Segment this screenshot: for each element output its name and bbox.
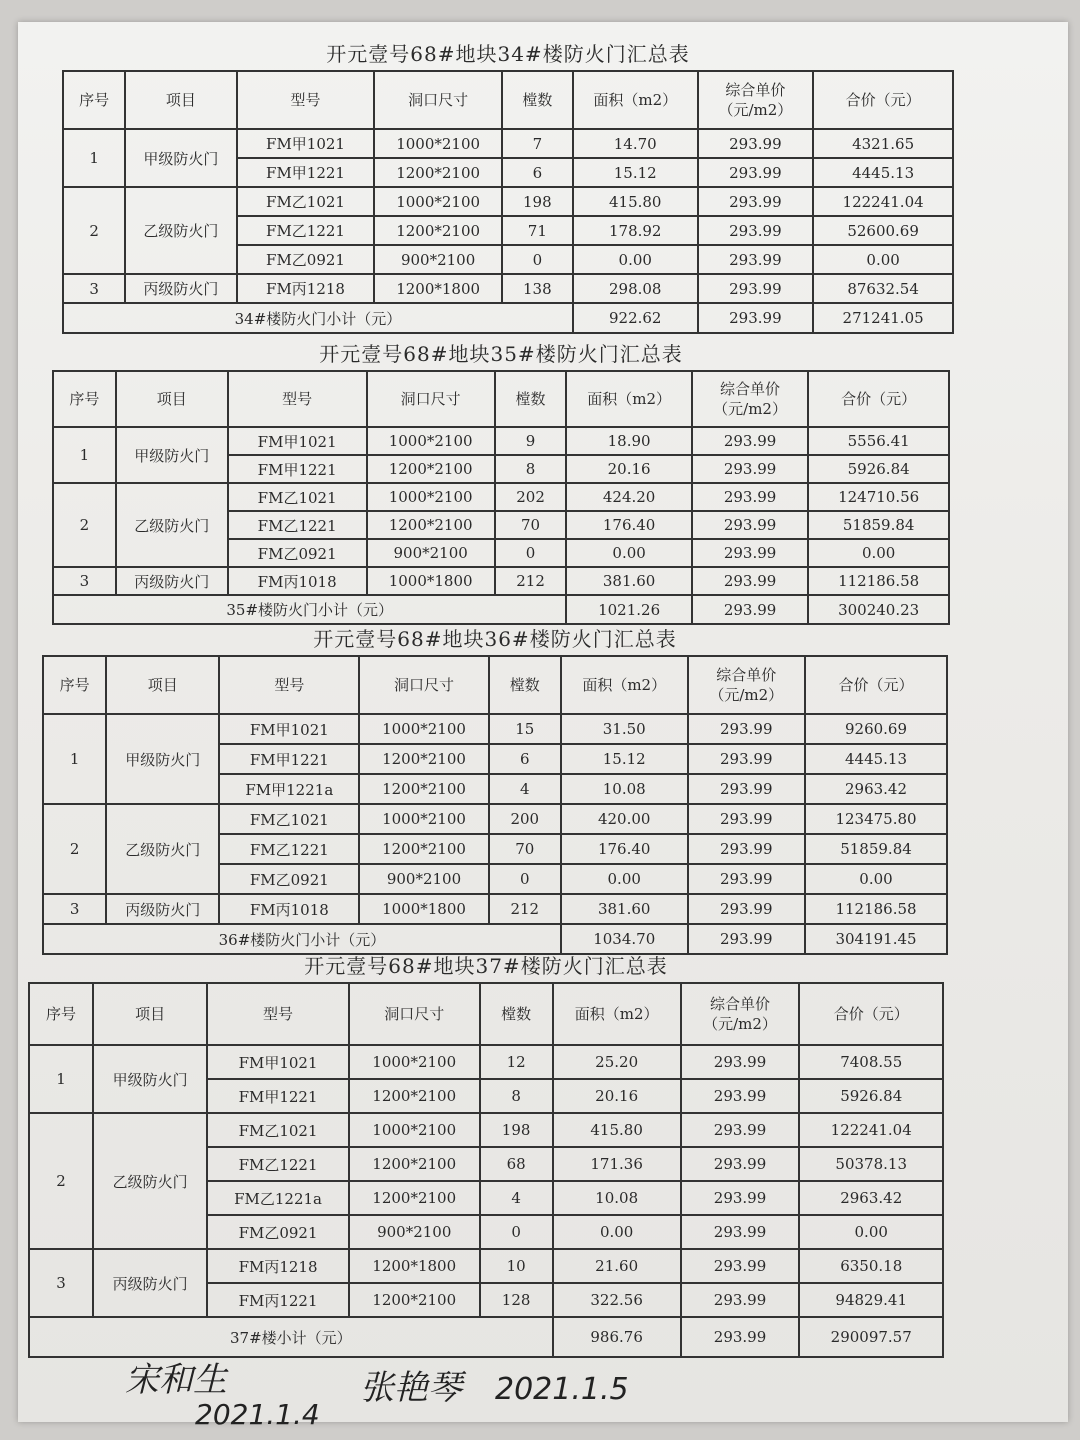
area-cell: 20.16 bbox=[566, 455, 691, 483]
total-cell: 51859.84 bbox=[805, 834, 947, 864]
header-unit-price-line2: （元/m2） bbox=[718, 101, 793, 119]
table-title: 开元壹号68#地块36#楼防火门汇总表 bbox=[313, 627, 677, 651]
opening-cell: 1200*1800 bbox=[349, 1249, 480, 1283]
count-cell: 0 bbox=[495, 539, 567, 567]
header-unit-price bbox=[681, 983, 800, 1045]
count-cell: 4 bbox=[480, 1181, 553, 1215]
opening-cell: 1000*2100 bbox=[367, 427, 495, 455]
subtotal-unit-price: 293.99 bbox=[698, 303, 814, 333]
total-cell: 4445.13 bbox=[805, 744, 947, 774]
total-cell: 7408.55 bbox=[799, 1045, 943, 1079]
model-cell: FM乙1221 bbox=[228, 511, 367, 539]
subtotal-total: 290097.57 bbox=[799, 1317, 943, 1357]
header-row bbox=[43, 656, 947, 714]
model-cell: FM甲1221 bbox=[228, 455, 367, 483]
item-cell: 乙级防火门 bbox=[93, 1113, 207, 1249]
summary-table-block bbox=[62, 38, 954, 334]
area-cell: 176.40 bbox=[566, 511, 691, 539]
total-cell: 52600.69 bbox=[813, 216, 953, 245]
header-area: 面积（m2） bbox=[573, 71, 698, 129]
area-cell: 424.20 bbox=[566, 483, 691, 511]
area-cell: 322.56 bbox=[553, 1283, 681, 1317]
opening-cell: 1200*2100 bbox=[349, 1181, 480, 1215]
total-cell: 0.00 bbox=[805, 864, 947, 894]
table-row bbox=[53, 567, 949, 595]
opening-cell: 900*2100 bbox=[349, 1215, 480, 1249]
seq-cell: 2 bbox=[63, 187, 125, 274]
header-opening: 洞口尺寸 bbox=[367, 371, 495, 427]
subtotal-total: 300240.23 bbox=[808, 595, 949, 624]
total-cell: 124710.56 bbox=[808, 483, 949, 511]
subtotal-unit-price: 293.99 bbox=[692, 595, 808, 624]
area-cell: 18.90 bbox=[566, 427, 691, 455]
total-cell: 6350.18 bbox=[799, 1249, 943, 1283]
model-cell: FM丙1221 bbox=[207, 1283, 349, 1317]
unit-price-cell: 293.99 bbox=[698, 158, 814, 187]
header-count: 樘数 bbox=[502, 71, 573, 129]
subtotal-label: 34#楼防火门小计（元） bbox=[63, 303, 573, 333]
area-cell: 298.08 bbox=[573, 274, 698, 303]
model-cell: FM甲1221 bbox=[219, 744, 359, 774]
opening-cell: 1200*2100 bbox=[374, 216, 501, 245]
unit-price-cell: 293.99 bbox=[681, 1045, 800, 1079]
table-row bbox=[53, 427, 949, 455]
total-cell: 0.00 bbox=[808, 539, 949, 567]
item-cell: 乙级防火门 bbox=[106, 804, 219, 894]
opening-cell: 1200*2100 bbox=[359, 834, 488, 864]
header-model: 型号 bbox=[219, 656, 359, 714]
total-cell: 2963.42 bbox=[805, 774, 947, 804]
header-unit-price-line2: （元/m2） bbox=[713, 400, 787, 418]
subtotal-label: 37#楼小计（元） bbox=[29, 1317, 553, 1357]
count-cell: 8 bbox=[495, 455, 567, 483]
header-total: 合价（元） bbox=[799, 983, 943, 1045]
item-cell: 丙级防火门 bbox=[125, 274, 236, 303]
area-cell: 420.00 bbox=[561, 804, 688, 834]
seq-cell: 3 bbox=[43, 894, 106, 924]
total-cell: 50378.13 bbox=[799, 1147, 943, 1181]
header-count: 樘数 bbox=[480, 983, 553, 1045]
summary-table-block bbox=[28, 950, 944, 1358]
fire-door-table bbox=[28, 982, 944, 1358]
header-area: 面积（m2） bbox=[553, 983, 681, 1045]
unit-price-cell: 293.99 bbox=[698, 274, 814, 303]
count-cell: 198 bbox=[480, 1113, 553, 1147]
header-row bbox=[53, 371, 949, 427]
area-cell: 0.00 bbox=[553, 1215, 681, 1249]
table-row bbox=[63, 187, 953, 216]
header-opening: 洞口尺寸 bbox=[374, 71, 501, 129]
signature-1-date: 2021.1.4 bbox=[195, 1398, 320, 1431]
model-cell: FM甲1221 bbox=[237, 158, 375, 187]
count-cell: 128 bbox=[480, 1283, 553, 1317]
model-cell: FM乙0921 bbox=[228, 539, 367, 567]
area-cell: 10.08 bbox=[553, 1181, 681, 1215]
area-cell: 14.70 bbox=[573, 129, 698, 158]
subtotal-area: 1021.26 bbox=[566, 595, 691, 624]
model-cell: FM乙1221 bbox=[219, 834, 359, 864]
subtotal-row bbox=[63, 303, 953, 333]
unit-price-cell: 293.99 bbox=[681, 1181, 800, 1215]
total-cell: 2963.42 bbox=[799, 1181, 943, 1215]
unit-price-cell: 293.99 bbox=[688, 714, 806, 744]
opening-cell: 1000*2100 bbox=[349, 1113, 480, 1147]
seq-cell: 3 bbox=[63, 274, 125, 303]
opening-cell: 1200*2100 bbox=[359, 744, 488, 774]
opening-cell: 1200*2100 bbox=[359, 774, 488, 804]
opening-cell: 1000*2100 bbox=[359, 804, 488, 834]
signature-2-date: 2021.1.5 bbox=[495, 1372, 629, 1407]
unit-price-cell: 293.99 bbox=[681, 1215, 800, 1249]
fire-door-table bbox=[42, 655, 948, 955]
count-cell: 15 bbox=[489, 714, 561, 744]
count-cell: 200 bbox=[489, 804, 561, 834]
subtotal-unit-price: 293.99 bbox=[681, 1317, 800, 1357]
count-cell: 212 bbox=[495, 567, 567, 595]
unit-price-cell: 293.99 bbox=[692, 427, 808, 455]
header-row bbox=[29, 983, 943, 1045]
count-cell: 4 bbox=[489, 774, 561, 804]
count-cell: 68 bbox=[480, 1147, 553, 1181]
summary-table-block bbox=[42, 623, 948, 955]
seq-cell: 1 bbox=[29, 1045, 93, 1113]
model-cell: FM甲1221 bbox=[207, 1079, 349, 1113]
header-item: 项目 bbox=[106, 656, 219, 714]
table-row bbox=[53, 483, 949, 511]
table-row bbox=[63, 129, 953, 158]
opening-cell: 1000*2100 bbox=[349, 1045, 480, 1079]
header-seq: 序号 bbox=[63, 71, 125, 129]
area-cell: 415.80 bbox=[573, 187, 698, 216]
area-cell: 15.12 bbox=[573, 158, 698, 187]
header-seq: 序号 bbox=[29, 983, 93, 1045]
header-unit-price bbox=[692, 371, 808, 427]
area-cell: 20.16 bbox=[553, 1079, 681, 1113]
unit-price-cell: 293.99 bbox=[692, 455, 808, 483]
total-cell: 0.00 bbox=[813, 245, 953, 274]
model-cell: FM乙1021 bbox=[228, 483, 367, 511]
subtotal-unit-price: 293.99 bbox=[688, 924, 806, 954]
area-cell: 171.36 bbox=[553, 1147, 681, 1181]
item-cell: 甲级防火门 bbox=[106, 714, 219, 804]
header-seq: 序号 bbox=[53, 371, 116, 427]
unit-price-cell: 293.99 bbox=[681, 1283, 800, 1317]
header-item: 项目 bbox=[125, 71, 236, 129]
opening-cell: 1200*2100 bbox=[374, 158, 501, 187]
opening-cell: 1000*1800 bbox=[359, 894, 488, 924]
total-cell: 0.00 bbox=[799, 1215, 943, 1249]
unit-price-cell: 293.99 bbox=[681, 1147, 800, 1181]
count-cell: 70 bbox=[495, 511, 567, 539]
seq-cell: 2 bbox=[29, 1113, 93, 1249]
header-model: 型号 bbox=[207, 983, 349, 1045]
header-unit-price bbox=[698, 71, 814, 129]
model-cell: FM丙1218 bbox=[237, 274, 375, 303]
area-cell: 381.60 bbox=[561, 894, 688, 924]
seq-cell: 1 bbox=[63, 129, 125, 187]
item-cell: 丙级防火门 bbox=[93, 1249, 207, 1317]
area-cell: 381.60 bbox=[566, 567, 691, 595]
header-unit-price bbox=[688, 656, 806, 714]
header-item: 项目 bbox=[116, 371, 228, 427]
model-cell: FM乙1221 bbox=[207, 1147, 349, 1181]
opening-cell: 1000*2100 bbox=[367, 483, 495, 511]
header-unit-price-line1: 综合单价 bbox=[710, 995, 771, 1013]
table-row bbox=[29, 1113, 943, 1147]
count-cell: 0 bbox=[480, 1215, 553, 1249]
count-cell: 7 bbox=[502, 129, 573, 158]
total-cell: 122241.04 bbox=[813, 187, 953, 216]
unit-price-cell: 293.99 bbox=[688, 864, 806, 894]
model-cell: FM丙1018 bbox=[228, 567, 367, 595]
header-count: 樘数 bbox=[495, 371, 567, 427]
item-cell: 丙级防火门 bbox=[116, 567, 228, 595]
model-cell: FM丙1018 bbox=[219, 894, 359, 924]
header-area: 面积（m2） bbox=[561, 656, 688, 714]
subtotal-area: 986.76 bbox=[553, 1317, 681, 1357]
count-cell: 0 bbox=[502, 245, 573, 274]
model-cell: FM甲1021 bbox=[207, 1045, 349, 1079]
model-cell: FM甲1021 bbox=[237, 129, 375, 158]
model-cell: FM甲1221a bbox=[219, 774, 359, 804]
unit-price-cell: 293.99 bbox=[688, 774, 806, 804]
seq-cell: 3 bbox=[53, 567, 116, 595]
seq-cell: 2 bbox=[53, 483, 116, 567]
item-cell: 甲级防火门 bbox=[116, 427, 228, 483]
unit-price-cell: 293.99 bbox=[698, 216, 814, 245]
opening-cell: 900*2100 bbox=[359, 864, 488, 894]
seq-cell: 3 bbox=[29, 1249, 93, 1317]
opening-cell: 900*2100 bbox=[367, 539, 495, 567]
table-row bbox=[43, 804, 947, 834]
item-cell: 乙级防火门 bbox=[125, 187, 236, 274]
total-cell: 5556.41 bbox=[808, 427, 949, 455]
area-cell: 0.00 bbox=[573, 245, 698, 274]
unit-price-cell: 293.99 bbox=[698, 187, 814, 216]
area-cell: 15.12 bbox=[561, 744, 688, 774]
opening-cell: 1200*2100 bbox=[349, 1147, 480, 1181]
item-cell: 丙级防火门 bbox=[106, 894, 219, 924]
count-cell: 70 bbox=[489, 834, 561, 864]
table-row bbox=[29, 1045, 943, 1079]
header-unit-price-line2: （元/m2） bbox=[703, 1015, 777, 1033]
model-cell: FM乙0921 bbox=[219, 864, 359, 894]
count-cell: 10 bbox=[480, 1249, 553, 1283]
unit-price-cell: 293.99 bbox=[688, 894, 806, 924]
fire-door-table bbox=[62, 70, 954, 334]
unit-price-cell: 293.99 bbox=[698, 245, 814, 274]
unit-price-cell: 293.99 bbox=[692, 539, 808, 567]
model-cell: FM乙0921 bbox=[207, 1215, 349, 1249]
total-cell: 122241.04 bbox=[799, 1113, 943, 1147]
header-model: 型号 bbox=[237, 71, 375, 129]
header-total: 合价（元） bbox=[805, 656, 947, 714]
header-seq: 序号 bbox=[43, 656, 106, 714]
opening-cell: 1200*2100 bbox=[367, 455, 495, 483]
table-title: 开元壹号68#地块34#楼防火门汇总表 bbox=[326, 42, 690, 66]
header-unit-price-line1: 综合单价 bbox=[716, 666, 777, 684]
count-cell: 9 bbox=[495, 427, 567, 455]
table-row bbox=[43, 894, 947, 924]
header-unit-price-line1: 综合单价 bbox=[725, 81, 786, 99]
table-title: 开元壹号68#地块37#楼防火门汇总表 bbox=[304, 954, 668, 978]
subtotal-label: 36#楼防火门小计（元） bbox=[43, 924, 561, 954]
header-area: 面积（m2） bbox=[566, 371, 691, 427]
subtotal-row bbox=[53, 595, 949, 624]
table-row bbox=[43, 714, 947, 744]
opening-cell: 1000*2100 bbox=[374, 187, 501, 216]
opening-cell: 1000*1800 bbox=[367, 567, 495, 595]
opening-cell: 1200*1800 bbox=[374, 274, 501, 303]
unit-price-cell: 293.99 bbox=[692, 567, 808, 595]
model-cell: FM乙1021 bbox=[207, 1113, 349, 1147]
total-cell: 5926.84 bbox=[799, 1079, 943, 1113]
model-cell: FM乙1221a bbox=[207, 1181, 349, 1215]
table-row bbox=[63, 274, 953, 303]
seq-cell: 1 bbox=[43, 714, 106, 804]
unit-price-cell: 293.99 bbox=[698, 129, 814, 158]
unit-price-cell: 293.99 bbox=[688, 744, 806, 774]
table-title: 开元壹号68#地块35#楼防火门汇总表 bbox=[319, 342, 683, 366]
header-opening: 洞口尺寸 bbox=[359, 656, 488, 714]
subtotal-total: 304191.45 bbox=[805, 924, 947, 954]
item-cell: 甲级防火门 bbox=[93, 1045, 207, 1113]
total-cell: 9260.69 bbox=[805, 714, 947, 744]
header-total: 合价（元） bbox=[813, 71, 953, 129]
count-cell: 212 bbox=[489, 894, 561, 924]
opening-cell: 1200*2100 bbox=[367, 511, 495, 539]
subtotal-label: 35#楼防火门小计（元） bbox=[53, 595, 566, 624]
header-total: 合价（元） bbox=[808, 371, 949, 427]
unit-price-cell: 293.99 bbox=[681, 1113, 800, 1147]
count-cell: 8 bbox=[480, 1079, 553, 1113]
count-cell: 138 bbox=[502, 274, 573, 303]
opening-cell: 1000*2100 bbox=[374, 129, 501, 158]
count-cell: 0 bbox=[489, 864, 561, 894]
area-cell: 0.00 bbox=[561, 864, 688, 894]
header-model: 型号 bbox=[228, 371, 367, 427]
model-cell: FM乙0921 bbox=[237, 245, 375, 274]
total-cell: 123475.80 bbox=[805, 804, 947, 834]
unit-price-cell: 293.99 bbox=[692, 511, 808, 539]
total-cell: 5926.84 bbox=[808, 455, 949, 483]
count-cell: 198 bbox=[502, 187, 573, 216]
subtotal-total: 271241.05 bbox=[813, 303, 953, 333]
unit-price-cell: 293.99 bbox=[681, 1079, 800, 1113]
total-cell: 51859.84 bbox=[808, 511, 949, 539]
area-cell: 10.08 bbox=[561, 774, 688, 804]
unit-price-cell: 293.99 bbox=[692, 483, 808, 511]
unit-price-cell: 293.99 bbox=[688, 834, 806, 864]
model-cell: FM乙1021 bbox=[237, 187, 375, 216]
area-cell: 21.60 bbox=[553, 1249, 681, 1283]
count-cell: 12 bbox=[480, 1045, 553, 1079]
fire-door-table bbox=[52, 370, 950, 625]
subtotal-area: 922.62 bbox=[573, 303, 698, 333]
model-cell: FM丙1218 bbox=[207, 1249, 349, 1283]
area-cell: 415.80 bbox=[553, 1113, 681, 1147]
seq-cell: 2 bbox=[43, 804, 106, 894]
area-cell: 0.00 bbox=[566, 539, 691, 567]
count-cell: 6 bbox=[489, 744, 561, 774]
count-cell: 202 bbox=[495, 483, 567, 511]
total-cell: 112186.58 bbox=[808, 567, 949, 595]
subtotal-area: 1034.70 bbox=[561, 924, 688, 954]
table-row bbox=[29, 1249, 943, 1283]
subtotal-row bbox=[29, 1317, 943, 1357]
opening-cell: 1200*2100 bbox=[349, 1079, 480, 1113]
signature-1-name: 宋和生 bbox=[125, 1360, 227, 1400]
area-cell: 31.50 bbox=[561, 714, 688, 744]
model-cell: FM乙1021 bbox=[219, 804, 359, 834]
opening-cell: 1200*2100 bbox=[349, 1283, 480, 1317]
total-cell: 94829.41 bbox=[799, 1283, 943, 1317]
header-item: 项目 bbox=[93, 983, 207, 1045]
model-cell: FM甲1021 bbox=[228, 427, 367, 455]
header-unit-price-line1: 综合单价 bbox=[720, 380, 781, 398]
count-cell: 6 bbox=[502, 158, 573, 187]
count-cell: 71 bbox=[502, 216, 573, 245]
model-cell: FM乙1221 bbox=[237, 216, 375, 245]
summary-table-block bbox=[52, 338, 950, 625]
unit-price-cell: 293.99 bbox=[688, 804, 806, 834]
header-unit-price-line2: （元/m2） bbox=[709, 686, 784, 704]
header-opening: 洞口尺寸 bbox=[349, 983, 480, 1045]
unit-price-cell: 293.99 bbox=[681, 1249, 800, 1283]
area-cell: 178.92 bbox=[573, 216, 698, 245]
seq-cell: 1 bbox=[53, 427, 116, 483]
total-cell: 112186.58 bbox=[805, 894, 947, 924]
total-cell: 87632.54 bbox=[813, 274, 953, 303]
opening-cell: 1000*2100 bbox=[359, 714, 488, 744]
item-cell: 甲级防火门 bbox=[125, 129, 236, 187]
header-count: 樘数 bbox=[489, 656, 561, 714]
header-row bbox=[63, 71, 953, 129]
item-cell: 乙级防火门 bbox=[116, 483, 228, 567]
area-cell: 25.20 bbox=[553, 1045, 681, 1079]
signature-2-name: 张艳琴 bbox=[360, 1368, 462, 1408]
total-cell: 4445.13 bbox=[813, 158, 953, 187]
total-cell: 4321.65 bbox=[813, 129, 953, 158]
model-cell: FM甲1021 bbox=[219, 714, 359, 744]
area-cell: 176.40 bbox=[561, 834, 688, 864]
opening-cell: 900*2100 bbox=[374, 245, 501, 274]
